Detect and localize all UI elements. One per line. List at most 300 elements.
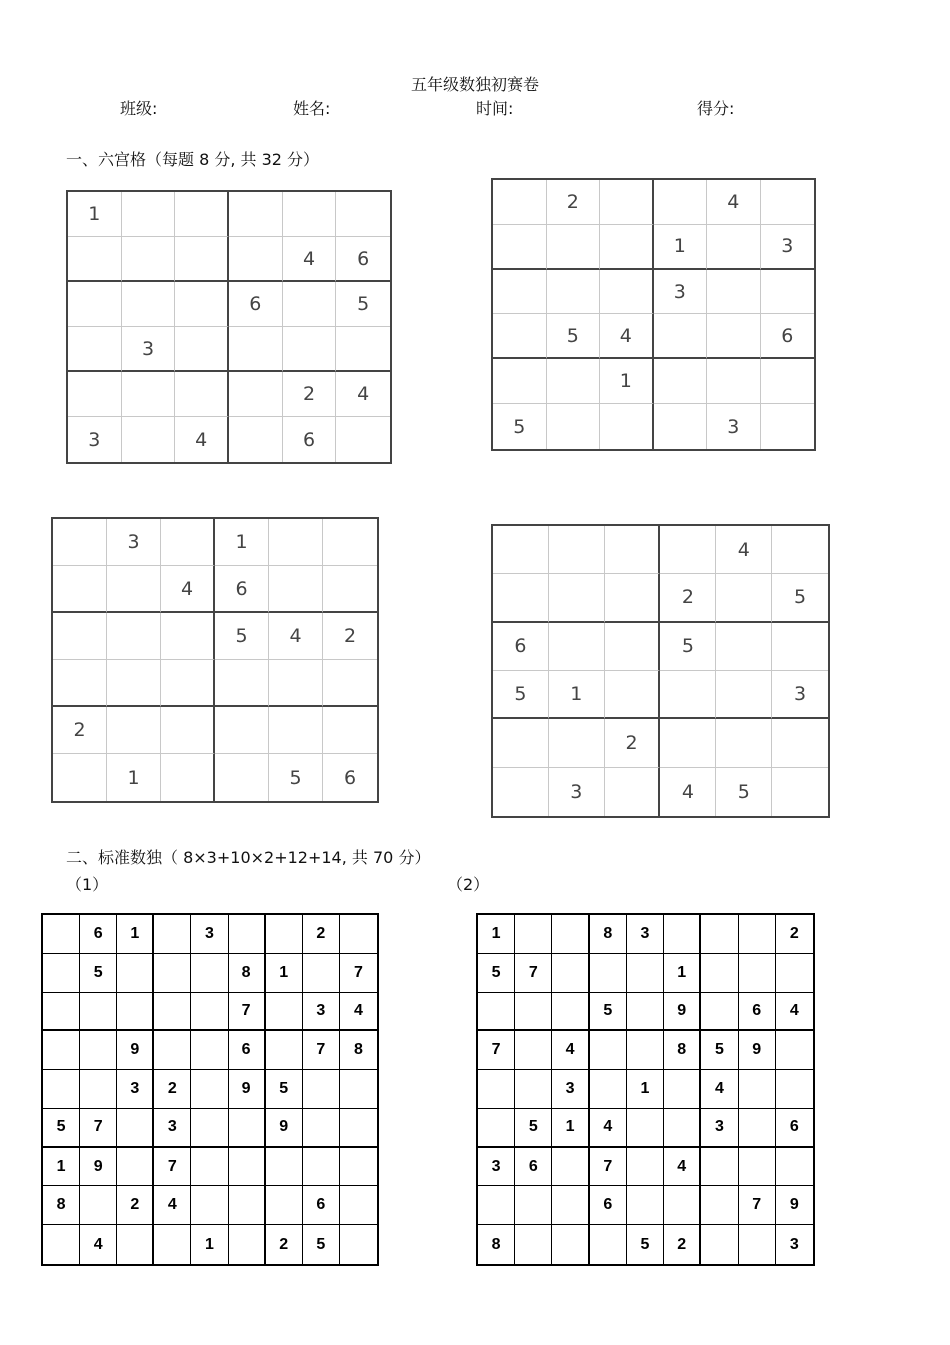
- grid-cell: 3: [772, 671, 828, 719]
- grid-cell: [547, 270, 601, 315]
- grid-cell: 2: [117, 1186, 154, 1225]
- grid-cell: [175, 237, 229, 282]
- grid-cell: [68, 372, 122, 417]
- grid-cell: [283, 327, 337, 372]
- grid-cell: 3: [107, 519, 161, 566]
- grid-cell: [122, 237, 176, 282]
- grid-cell: [478, 1070, 515, 1109]
- grid-cell: [266, 1186, 303, 1225]
- grid-cell: 5: [266, 1070, 303, 1109]
- grid-cell: [340, 915, 377, 954]
- grid-cell: 4: [660, 768, 716, 816]
- grid-cell: [660, 719, 716, 767]
- grid-cell: [43, 1031, 80, 1070]
- grid-cell: [53, 613, 107, 660]
- grid-cell: [229, 417, 283, 462]
- grid-cell: 2: [664, 1225, 701, 1264]
- grid-cell: [340, 1225, 377, 1264]
- grid-cell: [340, 1070, 377, 1109]
- grid-cell: [191, 954, 228, 993]
- grid-cell: [654, 180, 708, 225]
- grid-cell: [43, 954, 80, 993]
- time-label: 时间:: [476, 99, 514, 118]
- section2-heading: 二、标准数独（ 8×3+10×2+12+14, 共 70 分）: [66, 848, 431, 867]
- grid-cell: 6: [493, 623, 549, 671]
- grid-cell: 3: [549, 768, 605, 816]
- grid-cell: 3: [654, 270, 708, 315]
- grid-cell: [739, 1148, 776, 1187]
- grid-cell: [191, 1070, 228, 1109]
- grid-cell: 5: [478, 954, 515, 993]
- grid-cell: 6: [229, 1031, 266, 1070]
- grid-cell: [336, 417, 390, 462]
- grid-cell: [515, 1186, 552, 1225]
- grid-cell: [161, 754, 215, 801]
- grid-cell: [68, 282, 122, 327]
- grid-cell: 1: [191, 1225, 228, 1264]
- grid-cell: [605, 574, 661, 622]
- grid-cell: [605, 623, 661, 671]
- grid-cell: [107, 707, 161, 754]
- grid-cell: 4: [590, 1109, 627, 1148]
- grid-cell: [716, 623, 772, 671]
- grid-cell: 1: [117, 915, 154, 954]
- section1-heading: 一、六宫格（每题 8 分, 共 32 分）: [66, 150, 320, 169]
- grid-cell: [515, 1225, 552, 1264]
- grid-cell: [493, 180, 547, 225]
- grid-cell: [772, 768, 828, 816]
- grid-cell: [772, 719, 828, 767]
- grid-cell: [590, 954, 627, 993]
- sudoku-label-1: （1）: [66, 875, 109, 894]
- grid-cell: [552, 993, 589, 1032]
- grid-cell: [80, 993, 117, 1032]
- grid-cell: 5: [772, 574, 828, 622]
- grid-cell: 6: [80, 915, 117, 954]
- grid-cell: [229, 1148, 266, 1187]
- grid-cell: 1: [68, 192, 122, 237]
- grid-cell: [266, 915, 303, 954]
- grid-cell: 2: [266, 1225, 303, 1264]
- grid-cell: [707, 225, 761, 270]
- grid-cell: [283, 282, 337, 327]
- grid-cell: [161, 707, 215, 754]
- grid-cell: 2: [605, 719, 661, 767]
- grid-cell: 1: [654, 225, 708, 270]
- grid-cell: 6: [303, 1186, 340, 1225]
- grid-cell: [627, 1031, 664, 1070]
- grid-cell: 3: [191, 915, 228, 954]
- grid-cell: [117, 1148, 154, 1187]
- grid-cell: [493, 526, 549, 574]
- grid-cell: [664, 915, 701, 954]
- grid-cell: [323, 707, 377, 754]
- grid-cell: 1: [552, 1109, 589, 1148]
- grid-cell: [701, 1186, 738, 1225]
- grid-cell: [664, 1186, 701, 1225]
- grid-cell: 5: [493, 404, 547, 449]
- grid-cell: [547, 404, 601, 449]
- grid-cell: [739, 1225, 776, 1264]
- grid-cell: 2: [547, 180, 601, 225]
- grid-cell: 7: [340, 954, 377, 993]
- grid-cell: [215, 754, 269, 801]
- grid-cell: 3: [478, 1148, 515, 1187]
- grid-cell: [654, 314, 708, 359]
- grid-cell: 5: [303, 1225, 340, 1264]
- grid-cell: [664, 1109, 701, 1148]
- grid-cell: [600, 180, 654, 225]
- grid-cell: 5: [627, 1225, 664, 1264]
- grid-cell: 2: [323, 613, 377, 660]
- grid-cell: [552, 915, 589, 954]
- grid-cell: 4: [283, 237, 337, 282]
- grid-cell: [493, 359, 547, 404]
- grid-cell: 3: [761, 225, 815, 270]
- grid-cell: 1: [107, 754, 161, 801]
- grid-cell: [493, 719, 549, 767]
- grid-cell: [761, 404, 815, 449]
- grid-cell: [654, 359, 708, 404]
- grid-cell: [776, 1148, 813, 1187]
- sudoku-label-2: （2）: [447, 875, 490, 894]
- grid-cell: 8: [43, 1186, 80, 1225]
- grid-cell: [701, 1148, 738, 1187]
- grid-cell: 2: [283, 372, 337, 417]
- grid-cell: [701, 993, 738, 1032]
- grid-cell: [761, 180, 815, 225]
- grid-cell: 1: [43, 1148, 80, 1187]
- grid-cell: [53, 754, 107, 801]
- grid-cell: 7: [303, 1031, 340, 1070]
- grid-cell: 4: [776, 993, 813, 1032]
- grid-cell: 9: [776, 1186, 813, 1225]
- grid-cell: 6: [336, 237, 390, 282]
- grid-cell: [323, 519, 377, 566]
- grid-cell: [229, 192, 283, 237]
- grid-cell: 6: [776, 1109, 813, 1148]
- grid-cell: 9: [664, 993, 701, 1032]
- grid-cell: 3: [122, 327, 176, 372]
- grid-cell: [627, 1109, 664, 1148]
- grid-cell: [68, 327, 122, 372]
- grid-cell: [43, 993, 80, 1032]
- grid-cell: 5: [336, 282, 390, 327]
- grid-cell: [493, 225, 547, 270]
- grid-cell: [547, 359, 601, 404]
- grid-cell: [215, 707, 269, 754]
- grid-cell: 3: [117, 1070, 154, 1109]
- grid-cell: 5: [590, 993, 627, 1032]
- grid-cell: [229, 1109, 266, 1148]
- grid-cell: 6: [343, 766, 357, 789]
- grid-cell: [43, 915, 80, 954]
- grid-cell: [701, 954, 738, 993]
- grid-cell: [549, 574, 605, 622]
- grid-cell: 3: [627, 915, 664, 954]
- grid-cell: [660, 526, 716, 574]
- grid-cell: 6: [739, 993, 776, 1032]
- grid-cell: [627, 1148, 664, 1187]
- grid-cell: 4: [161, 566, 215, 613]
- grid-cell: [552, 1148, 589, 1187]
- grid-cell: [590, 1070, 627, 1109]
- grid-cell: [191, 993, 228, 1032]
- grid-cell: [701, 1225, 738, 1264]
- grid-cell: 1: [266, 954, 303, 993]
- grid-cell: 8: [590, 915, 627, 954]
- score-label: 得分:: [697, 99, 735, 118]
- grid-cell: [269, 707, 323, 754]
- grid-cell: 5: [515, 1109, 552, 1148]
- grid-cell: [515, 1070, 552, 1109]
- grid-cell: [175, 372, 229, 417]
- grid-cell: [515, 993, 552, 1032]
- nine-grid-2: [476, 913, 815, 1266]
- grid-cell: 8: [340, 1031, 377, 1070]
- grid-cell: [43, 1225, 80, 1264]
- grid-cell: [739, 1070, 776, 1109]
- grid-cell: 7: [229, 993, 266, 1032]
- grid-cell: 1: [549, 671, 605, 719]
- grid-cell: [323, 660, 377, 707]
- grid-cell: [161, 519, 215, 566]
- grid-cell: 7: [515, 954, 552, 993]
- grid-cell: [80, 1031, 117, 1070]
- grid-cell: [716, 574, 772, 622]
- grid-cell: [117, 954, 154, 993]
- grid-cell: 8: [478, 1225, 515, 1264]
- grid-cell: [107, 566, 161, 613]
- grid-cell: 2: [776, 915, 813, 954]
- grid-cell: 4: [552, 1031, 589, 1070]
- grid-cell: [107, 660, 161, 707]
- grid-cell: [660, 671, 716, 719]
- grid-cell: [478, 993, 515, 1032]
- grid-cell: 3: [701, 1109, 738, 1148]
- grid-cell: 3: [68, 417, 122, 462]
- grid-cell: [590, 1225, 627, 1264]
- grid-cell: 1: [215, 519, 269, 566]
- grid-cell: [776, 1070, 813, 1109]
- grid-cell: [761, 359, 815, 404]
- grid-cell: [191, 1186, 228, 1225]
- six-grid-1: [66, 190, 392, 464]
- grid-cell: [154, 954, 191, 993]
- six-grid-4: [491, 524, 830, 818]
- grid-cell: 3: [552, 1070, 589, 1109]
- grid-cell: 3: [154, 1109, 191, 1148]
- grid-cell: 6: [215, 566, 269, 613]
- grid-cell: [80, 1186, 117, 1225]
- grid-cell: [478, 1186, 515, 1225]
- grid-cell: [229, 1225, 266, 1264]
- grid-cell: [600, 270, 654, 315]
- grid-cell: [776, 1031, 813, 1070]
- grid-cell: [493, 314, 547, 359]
- grid-cell: [627, 1186, 664, 1225]
- grid-cell: 5: [701, 1031, 738, 1070]
- grid-cell: [175, 192, 229, 237]
- class-label: 班级:: [120, 99, 158, 118]
- grid-cell: [154, 1225, 191, 1264]
- grid-cell: [739, 915, 776, 954]
- grid-cell: [283, 192, 337, 237]
- grid-cell: [701, 915, 738, 954]
- grid-cell: [549, 623, 605, 671]
- grid-cell: [269, 660, 323, 707]
- grid-cell: 3: [707, 404, 761, 449]
- nine-grid-1: [41, 913, 379, 1266]
- grid-cell: 9: [117, 1031, 154, 1070]
- grid-cell: [549, 526, 605, 574]
- grid-cell: [605, 768, 661, 816]
- grid-cell: 5: [493, 671, 549, 719]
- grid-cell: 2: [154, 1070, 191, 1109]
- grid-cell: [122, 192, 176, 237]
- grid-cell: [552, 1186, 589, 1225]
- grid-cell: [303, 1109, 340, 1148]
- grid-cell: [493, 270, 547, 315]
- grid-cell: [739, 954, 776, 993]
- grid-cell: [493, 768, 549, 816]
- grid-cell: [53, 519, 107, 566]
- grid-cell: [68, 237, 122, 282]
- grid-cell: 4: [336, 372, 390, 417]
- grid-cell: 6: [590, 1186, 627, 1225]
- grid-cell: [229, 915, 266, 954]
- grid-cell: 4: [716, 526, 772, 574]
- grid-cell: 7: [80, 1109, 117, 1148]
- grid-cell: [53, 660, 107, 707]
- grid-cell: [154, 915, 191, 954]
- grid-cell: [515, 915, 552, 954]
- grid-cell: [336, 327, 390, 372]
- grid-cell: [175, 327, 229, 372]
- grid-cell: 6: [283, 417, 337, 462]
- grid-cell: [549, 719, 605, 767]
- grid-cell: 1: [478, 915, 515, 954]
- grid-cell: [600, 404, 654, 449]
- grid-cell: [340, 1186, 377, 1225]
- grid-cell: [336, 192, 390, 237]
- grid-cell: [43, 1070, 80, 1109]
- grid-cell: [215, 660, 269, 707]
- grid-cell: [627, 954, 664, 993]
- grid-cell: [229, 1186, 266, 1225]
- grid-cell: [229, 327, 283, 372]
- name-label: 姓名:: [293, 99, 331, 118]
- grid-cell: [716, 671, 772, 719]
- grid-cell: 4: [664, 1148, 701, 1187]
- grid-cell: [776, 954, 813, 993]
- grid-cell: 7: [590, 1148, 627, 1187]
- grid-cell: [269, 519, 323, 566]
- grid-cell: 6: [761, 314, 815, 359]
- grid-cell: 7: [739, 1186, 776, 1225]
- grid-cell: 5: [660, 623, 716, 671]
- six-grid-3: [51, 517, 379, 803]
- grid-cell: [175, 282, 229, 327]
- page-title: 五年级数独初赛卷: [410, 75, 539, 94]
- grid-cell: 3: [303, 993, 340, 1032]
- grid-cell: [122, 372, 176, 417]
- grid-cell: 5: [547, 314, 601, 359]
- grid-cell: 2: [53, 707, 107, 754]
- grid-cell: 4: [701, 1070, 738, 1109]
- grid-cell: 5: [269, 754, 323, 801]
- grid-cell: [707, 270, 761, 315]
- grid-cell: 5: [43, 1109, 80, 1148]
- grid-cell: [117, 993, 154, 1032]
- grid-cell: 4: [175, 417, 229, 462]
- grid-cell: [229, 372, 283, 417]
- grid-cell: 3: [789, 1235, 799, 1253]
- grid-cell: 4: [340, 993, 377, 1032]
- grid-cell: [266, 993, 303, 1032]
- grid-cell: 1: [627, 1070, 664, 1109]
- grid-cell: [117, 1225, 154, 1264]
- grid-cell: 4: [600, 314, 654, 359]
- grid-cell: [303, 1148, 340, 1187]
- grid-cell: 5: [215, 613, 269, 660]
- grid-cell: [303, 1070, 340, 1109]
- grid-cell: 2: [660, 574, 716, 622]
- grid-cell: [161, 660, 215, 707]
- grid-cell: 5: [716, 768, 772, 816]
- grid-cell: 6: [515, 1148, 552, 1187]
- grid-cell: [707, 314, 761, 359]
- grid-cell: 1: [600, 359, 654, 404]
- grid-cell: [600, 225, 654, 270]
- grid-cell: [605, 526, 661, 574]
- grid-cell: [547, 225, 601, 270]
- grid-cell: 9: [80, 1148, 117, 1187]
- grid-cell: 2: [303, 915, 340, 954]
- grid-cell: 9: [229, 1070, 266, 1109]
- grid-cell: [590, 1031, 627, 1070]
- grid-cell: [323, 566, 377, 613]
- grid-cell: [122, 282, 176, 327]
- grid-cell: 7: [478, 1031, 515, 1070]
- grid-cell: 6: [229, 282, 283, 327]
- grid-cell: [269, 566, 323, 613]
- grid-cell: [552, 1225, 589, 1264]
- grid-cell: [303, 954, 340, 993]
- grid-cell: [191, 1148, 228, 1187]
- grid-cell: [266, 1031, 303, 1070]
- grid-cell: [761, 270, 815, 315]
- grid-cell: 8: [229, 954, 266, 993]
- grid-cell: [340, 1148, 377, 1187]
- grid-cell: [340, 1109, 377, 1148]
- grid-cell: [664, 1070, 701, 1109]
- grid-cell: [154, 993, 191, 1032]
- grid-cell: [552, 954, 589, 993]
- six-grid-2: [491, 178, 816, 451]
- grid-cell: [80, 1070, 117, 1109]
- grid-cell: [716, 719, 772, 767]
- grid-cell: 9: [739, 1031, 776, 1070]
- grid-cell: [654, 404, 708, 449]
- grid-cell: [627, 993, 664, 1032]
- grid-cell: 4: [80, 1225, 117, 1264]
- grid-cell: [117, 1109, 154, 1148]
- grid-cell: [191, 1031, 228, 1070]
- grid-cell: [493, 574, 549, 622]
- grid-cell: [772, 526, 828, 574]
- grid-cell: [229, 237, 283, 282]
